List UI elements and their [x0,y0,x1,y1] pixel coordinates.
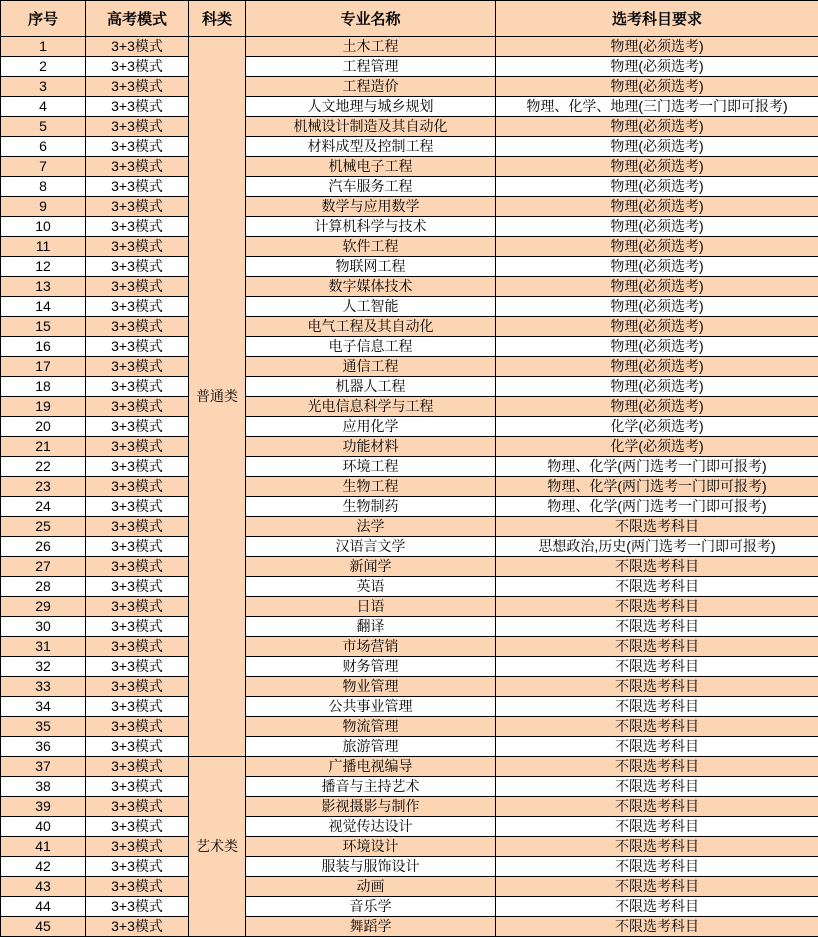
header-mode: 高考模式 [86,1,189,37]
table-row [1,817,818,837]
row-major: 广播电视编导 [246,757,496,777]
row-requirement: 物理(必须选考) [496,77,818,97]
row-major: 通信工程 [246,357,496,377]
table-row [1,277,818,297]
row-number: 1 [1,37,86,57]
row-mode: 3+3模式 [86,177,189,197]
row-major: 公共事业管理 [246,697,496,717]
row-mode: 3+3模式 [86,857,189,877]
row-requirement: 不限选考科目 [496,657,818,677]
row-major: 数学与应用数学 [246,197,496,217]
row-number: 29 [1,597,86,617]
row-number: 18 [1,377,86,397]
header-major: 专业名称 [246,1,496,37]
row-mode: 3+3模式 [86,637,189,657]
row-requirement: 不限选考科目 [496,577,818,597]
row-mode: 3+3模式 [86,317,189,337]
row-major: 功能材料 [246,437,496,457]
row-requirement: 物理(必须选考) [496,117,818,137]
row-mode: 3+3模式 [86,97,189,117]
table-row [1,877,818,897]
row-number: 20 [1,417,86,437]
row-requirement: 不限选考科目 [496,897,818,917]
row-requirement: 物理(必须选考) [496,217,818,237]
row-major: 法学 [246,517,496,537]
table-row [1,377,818,397]
row-requirement: 物理(必须选考) [496,177,818,197]
row-requirement: 物理(必须选考) [496,197,818,217]
row-major: 光电信息科学与工程 [246,397,496,417]
row-requirement: 不限选考科目 [496,677,818,697]
row-requirement: 物理、化学(两门选考一门即可报考) [496,457,818,477]
row-requirement: 物理(必须选考) [496,377,818,397]
header-requirement: 选考科目要求 [496,1,818,37]
row-number: 35 [1,717,86,737]
row-number: 10 [1,217,86,237]
row-mode: 3+3模式 [86,417,189,437]
row-major: 计算机科学与技术 [246,217,496,237]
table-row [1,697,818,717]
row-major: 汽车服务工程 [246,177,496,197]
table-row [1,577,818,597]
row-major: 电子信息工程 [246,337,496,357]
row-requirement: 不限选考科目 [496,517,818,537]
row-mode: 3+3模式 [86,657,189,677]
row-mode: 3+3模式 [86,377,189,397]
row-number: 16 [1,337,86,357]
row-mode: 3+3模式 [86,117,189,137]
row-mode: 3+3模式 [86,497,189,517]
row-requirement: 不限选考科目 [496,697,818,717]
table-row [1,717,818,737]
header-no: 序号 [1,1,86,37]
row-mode: 3+3模式 [86,537,189,557]
category-cell: 艺术类 [189,757,246,937]
table-row [1,537,818,557]
row-number: 26 [1,537,86,557]
row-requirement: 不限选考科目 [496,597,818,617]
row-mode: 3+3模式 [86,837,189,857]
table-row [1,897,818,917]
row-major: 旅游管理 [246,737,496,757]
table-row [1,157,818,177]
row-number: 19 [1,397,86,417]
row-requirement: 物理(必须选考) [496,357,818,377]
row-mode: 3+3模式 [86,297,189,317]
row-major: 环境设计 [246,837,496,857]
row-mode: 3+3模式 [86,277,189,297]
row-major: 物流管理 [246,717,496,737]
table-row [1,917,818,937]
row-major: 人文地理与城乡规划 [246,97,496,117]
row-major: 电气工程及其自动化 [246,317,496,337]
row-requirement: 不限选考科目 [496,797,818,817]
row-number: 30 [1,617,86,637]
table-row [1,597,818,617]
row-major: 人工智能 [246,297,496,317]
table-row [1,57,818,77]
table-row [1,557,818,577]
row-major: 土木工程 [246,37,496,57]
row-mode: 3+3模式 [86,437,189,457]
row-major: 动画 [246,877,496,897]
table-row [1,497,818,517]
row-requirement: 物理(必须选考) [496,317,818,337]
row-requirement: 物理(必须选考) [496,297,818,317]
row-number: 2 [1,57,86,77]
row-major: 物联网工程 [246,257,496,277]
row-number: 23 [1,477,86,497]
row-major: 工程造价 [246,77,496,97]
row-major: 工程管理 [246,57,496,77]
row-mode: 3+3模式 [86,337,189,357]
table-row [1,637,818,657]
row-number: 32 [1,657,86,677]
row-requirement: 物理(必须选考) [496,37,818,57]
table-row [1,857,818,877]
row-major: 英语 [246,577,496,597]
row-mode: 3+3模式 [86,57,189,77]
table-row [1,517,818,537]
row-requirement: 物理(必须选考) [496,237,818,257]
row-mode: 3+3模式 [86,217,189,237]
row-mode: 3+3模式 [86,357,189,377]
row-requirement: 物理、化学(两门选考一门即可报考) [496,477,818,497]
row-requirement: 不限选考科目 [496,637,818,657]
row-number: 28 [1,577,86,597]
table-row [1,757,818,777]
row-number: 6 [1,137,86,157]
table-row [1,837,818,857]
row-number: 37 [1,757,86,777]
row-number: 40 [1,817,86,837]
table-row [1,297,818,317]
row-mode: 3+3模式 [86,197,189,217]
row-major: 机器人工程 [246,377,496,397]
row-requirement: 物理(必须选考) [496,157,818,177]
header-row [1,1,818,37]
row-mode: 3+3模式 [86,717,189,737]
row-number: 21 [1,437,86,457]
row-requirement: 物理(必须选考) [496,277,818,297]
row-number: 8 [1,177,86,197]
row-number: 17 [1,357,86,377]
row-requirement: 不限选考科目 [496,917,818,937]
row-number: 45 [1,917,86,937]
row-requirement: 物理(必须选考) [496,137,818,157]
row-major: 舞蹈学 [246,917,496,937]
table-row [1,657,818,677]
row-number: 42 [1,857,86,877]
row-major: 服装与服饰设计 [246,857,496,877]
row-number: 15 [1,317,86,337]
row-mode: 3+3模式 [86,257,189,277]
row-number: 7 [1,157,86,177]
row-number: 4 [1,97,86,117]
row-requirement: 不限选考科目 [496,617,818,637]
table-row [1,457,818,477]
row-mode: 3+3模式 [86,37,189,57]
row-requirement: 物理(必须选考) [496,57,818,77]
row-number: 33 [1,677,86,697]
row-major: 播音与主持艺术 [246,777,496,797]
row-requirement: 物理(必须选考) [496,257,818,277]
row-number: 22 [1,457,86,477]
row-requirement: 不限选考科目 [496,857,818,877]
row-mode: 3+3模式 [86,877,189,897]
row-requirement: 不限选考科目 [496,737,818,757]
row-mode: 3+3模式 [86,757,189,777]
row-number: 44 [1,897,86,917]
table-row [1,337,818,357]
row-mode: 3+3模式 [86,597,189,617]
row-major: 音乐学 [246,897,496,917]
table-row [1,37,818,57]
row-major: 财务管理 [246,657,496,677]
row-major: 软件工程 [246,237,496,257]
row-requirement: 物理、化学、地理(三门选考一门即可报考) [496,97,818,117]
row-major: 市场营销 [246,637,496,657]
row-mode: 3+3模式 [86,777,189,797]
row-major: 视觉传达设计 [246,817,496,837]
row-mode: 3+3模式 [86,697,189,717]
row-number: 31 [1,637,86,657]
row-mode: 3+3模式 [86,677,189,697]
row-major: 物业管理 [246,677,496,697]
table-row [1,237,818,257]
table-row [1,617,818,637]
row-number: 43 [1,877,86,897]
row-mode: 3+3模式 [86,517,189,537]
row-mode: 3+3模式 [86,157,189,177]
row-mode: 3+3模式 [86,557,189,577]
table-row [1,397,818,417]
row-mode: 3+3模式 [86,77,189,97]
row-major: 环境工程 [246,457,496,477]
row-number: 12 [1,257,86,277]
row-number: 27 [1,557,86,577]
row-requirement: 不限选考科目 [496,757,818,777]
row-major: 新闻学 [246,557,496,577]
row-mode: 3+3模式 [86,797,189,817]
row-major: 材料成型及控制工程 [246,137,496,157]
row-number: 13 [1,277,86,297]
row-number: 25 [1,517,86,537]
row-major: 生物制药 [246,497,496,517]
row-mode: 3+3模式 [86,397,189,417]
row-number: 14 [1,297,86,317]
row-major: 应用化学 [246,417,496,437]
row-requirement: 不限选考科目 [496,777,818,797]
row-requirement: 物理(必须选考) [496,397,818,417]
table-row [1,217,818,237]
table-row [1,177,818,197]
row-number: 5 [1,117,86,137]
row-number: 38 [1,777,86,797]
row-requirement: 思想政治,历史(两门选考一门即可报考) [496,537,818,557]
row-number: 41 [1,837,86,857]
table-row [1,437,818,457]
row-number: 34 [1,697,86,717]
row-major: 数字媒体技术 [246,277,496,297]
table-row [1,97,818,117]
row-number: 39 [1,797,86,817]
table-row [1,357,818,377]
row-requirement: 物理(必须选考) [496,337,818,357]
table-row [1,117,818,137]
table-row [1,137,818,157]
row-number: 9 [1,197,86,217]
row-mode: 3+3模式 [86,817,189,837]
row-major: 日语 [246,597,496,617]
row-requirement: 不限选考科目 [496,817,818,837]
row-requirement: 不限选考科目 [496,877,818,897]
row-requirement: 不限选考科目 [496,717,818,737]
category-cell: 普通类 [189,37,246,757]
row-number: 36 [1,737,86,757]
row-mode: 3+3模式 [86,477,189,497]
row-requirement: 物理、化学(两门选考一门即可报考) [496,497,818,517]
row-requirement: 不限选考科目 [496,837,818,857]
row-major: 机械电子工程 [246,157,496,177]
row-major: 翻译 [246,617,496,637]
row-mode: 3+3模式 [86,737,189,757]
header-category: 科类 [189,1,246,37]
row-mode: 3+3模式 [86,617,189,637]
row-major: 生物工程 [246,477,496,497]
row-mode: 3+3模式 [86,137,189,157]
row-major: 汉语言文学 [246,537,496,557]
row-major: 影视摄影与制作 [246,797,496,817]
table-row [1,317,818,337]
row-mode: 3+3模式 [86,237,189,257]
row-mode: 3+3模式 [86,917,189,937]
table-body [1,37,818,937]
table-row [1,77,818,97]
table-row [1,677,818,697]
table-row [1,737,818,757]
row-mode: 3+3模式 [86,457,189,477]
table-row [1,777,818,797]
row-number: 11 [1,237,86,257]
row-mode: 3+3模式 [86,897,189,917]
row-number: 24 [1,497,86,517]
row-mode: 3+3模式 [86,577,189,597]
row-requirement: 不限选考科目 [496,557,818,577]
row-requirement: 化学(必须选考) [496,417,818,437]
table-row [1,417,818,437]
table-row [1,797,818,817]
table-row [1,477,818,497]
table-row [1,257,818,277]
row-requirement: 化学(必须选考) [496,437,818,457]
row-major: 机械设计制造及其自动化 [246,117,496,137]
table-row [1,197,818,217]
row-number: 3 [1,77,86,97]
